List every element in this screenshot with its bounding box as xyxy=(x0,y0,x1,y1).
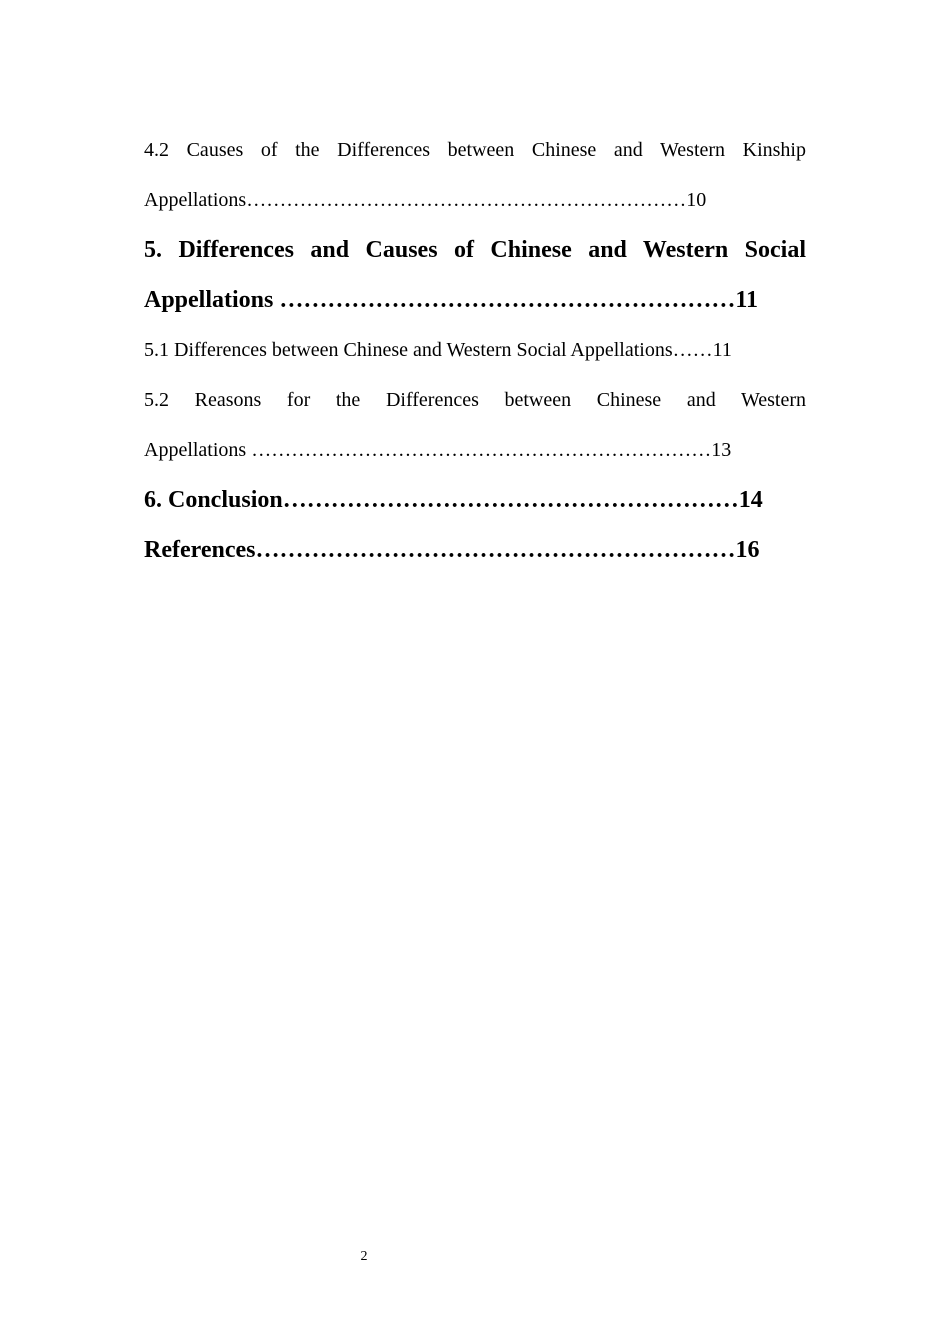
toc-entry-5-2-line-1[interactable]: 5.2 Reasons for the Differences between Chinese and Western xyxy=(144,389,806,411)
toc-entry-4-2-line-1[interactable]: 4.2 Causes of the Differences between Chinese and Western Kinship xyxy=(144,139,806,161)
toc-entry-4-2-line-2[interactable]: Appellations…………………………………………………………10 xyxy=(144,189,707,211)
toc-entry-5-1[interactable]: 5.1 Differences between Chinese and Western Social Appellations……11 xyxy=(144,339,732,361)
page-number: 2 xyxy=(360,1249,368,1264)
table-of-contents xyxy=(144,125,806,575)
toc-entry-5-line-1[interactable]: 5. Differences and Causes of Chinese and Western Social xyxy=(144,237,806,263)
toc-entry-references[interactable]: References……………………………………………………16 xyxy=(144,537,760,563)
toc-entry-5-2-line-2[interactable]: Appellations ……………………………………………………………13 xyxy=(144,439,732,461)
toc-entry-6[interactable]: 6. Conclusion…………………………………………………14 xyxy=(144,487,763,513)
toc-entry-5-line-2[interactable]: Appellations …………………………………………………11 xyxy=(144,287,759,313)
